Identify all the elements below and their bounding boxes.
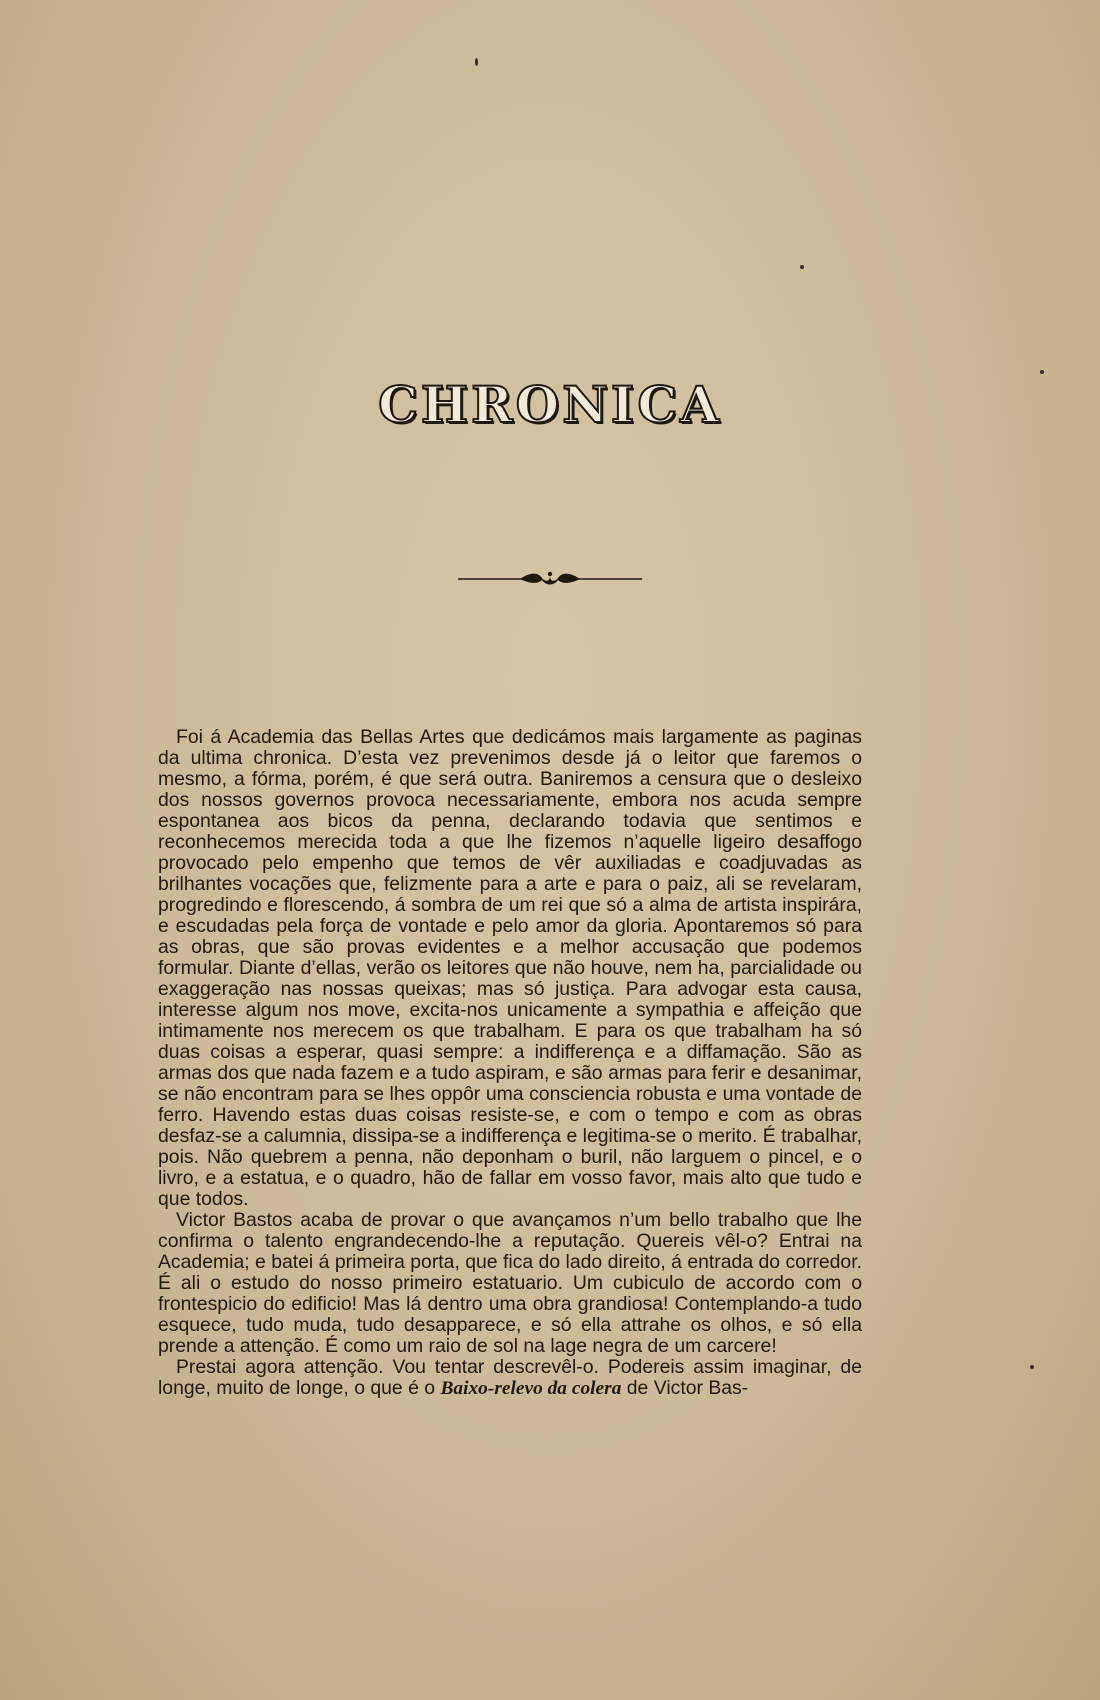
paragraph: Foi á Academia das Bellas Artes que dedicámos mais largamente as paginas da ultima chronica. D’esta vez prevenimos desde já o leitor que faremos o mesmo, a fórma, porém, é que será outra. Baniremos a censura que o desleixo dos nossos governos provoca necessariamente, embora nos acuda sempre espontanea aos bicos da penna, declarando todavia que sentimos e reconhecemos merecida toda a que lhe fizemos n’aquelle ligeiro desaffogo provocado pelo empenho que temos de vêr auxiliadas e coadjuvadas as brilhantes vocações que, felizmente para a arte e para o paiz, ali se revelaram, progredindo e florescendo, á sombra de um rei que só a alma de artista inspirára, e escudadas pela força de vontade e pelo amor da gloria. Apontaremos só para as obras, que são provas evidentes e a melhor accusação que podemos formular. Diante d’ellas, verão os leitores que não houve, nem ha, parcialidade ou exaggeração nas nossas queixas; mas só justiça. Para advogar esta causa, interesse algum nos move, excita-nos unicamente a sympathia e affeição que intimamente nos merecem os que trabalham. E para os que trabalham ha só duas coisas a esperar, quasi sempre: a indifferença e a diffamação. São as armas dos que nada fazem e a tudo aspiram, e são armas para ferir e desanimar, se não encontram para se lhes oppôr uma consciencia robusta e uma vontade de ferro. Havendo estas duas coisas resiste-se, e com o tempo e com as obras desfaz-se a calumnia, dissipa-se a indifferença e legitima-se o merito. É trabalhar, pois. Não quebrem a penna, não deponham o buril, não larguem o pincel, e o livro, e a estatua, e o quadro, hão de fallar em vosso favor, mais alto que tudo e que todos. (158, 726, 862, 1210)
paragraph-last (158, 1357, 862, 1399)
paper-speck (475, 58, 478, 66)
paragraph-text: de Victor Bas- (621, 1377, 749, 1399)
paragraph: Victor Bastos acaba de provar o que avançamos n’um bello trabalho que lhe confirma o talento engrandecendo-lhe a reputação. Quereis vêl-o? Entrai na Academia; e batei á primeira porta, que fica do lado direito, á entrada do corredor. É ali o estudo do nosso primeiro estatuario. Um cubiculo de accordo com o frontespicio do edificio! Mas lá dentro uma obra grandiosa! Contemplando-a tudo esquece, tudo muda, tudo desapparece, e só ella attrahe os olhos, e só ella prende a attenção. É como um raio de sol na lage negra de um carcere! (158, 1209, 862, 1357)
paragraph-text: Prestai agora attenção. Vou tentar descrevêl-o. Podereis assim imaginar, de longe, muito de longe, o que é o (158, 1356, 862, 1399)
page-title: CHRONICA (378, 375, 722, 434)
chronicle-body (158, 727, 862, 1399)
paper-speck (1030, 1365, 1034, 1369)
paper-speck (800, 265, 804, 269)
artwork-title: Baixo-relevo da colera (440, 1378, 622, 1399)
paper-speck (1040, 370, 1044, 374)
ornament-divider-icon (450, 568, 650, 588)
